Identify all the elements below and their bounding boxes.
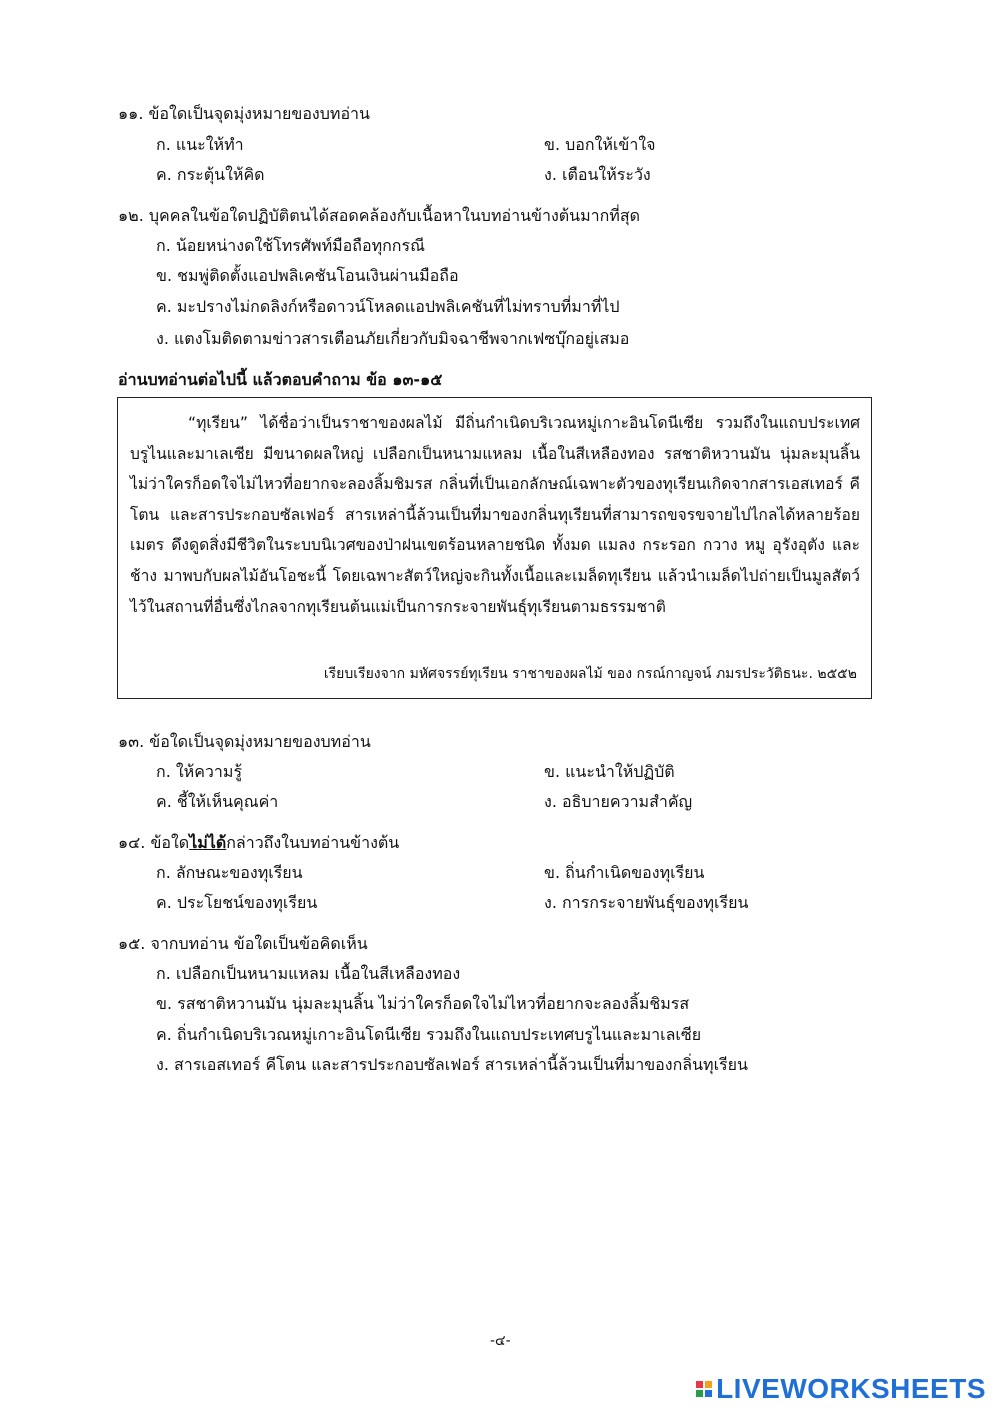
q14-option-b: ข. ถิ่นกำเนิดของทุเรียน	[544, 863, 705, 882]
q14-option-c: ค. ประโยชน์ของทุเรียน	[156, 893, 318, 912]
passage-box	[117, 397, 872, 699]
passage-text: “ทุเรียน” ได้ชื่อว่าเป็นราชาของผลไม้ มีถิ่นกำเนิดบริเวณหมู่เกาะอินโดนีเซีย รวมถึงในแถบประเทศบรูไนและมาเลเซีย มีขนาดผลใหญ่ เปลือกเป็นหนามแหลม เนื้อในสีเหลืองทอง รสชาติหวานมัน นุ่มละมุนลิ้น ไม่ว่าใครก็อดใจไม่ไหวที่อยากจะลองลิ้มชิมรส กลิ่นที่เป็นเอกลักษณ์เฉพาะตัวของทุเรียนเกิดจากสารเอสเทอร์ คีโตน และสารประกอบซัลเฟอร์ สารเหล่านี้ล้วนเป็นที่มาของกลิ่นทุเรียนที่สามารถขจรขจายไปไกลได้หลายร้อยเมตร ดึงดูดสิ่งมีชีวิตในระบบนิเวศของป่าฝนเขตร้อนหลายชนิด ทั้งมด แมลง กระรอก กวาง หมู อุรังอุตัง และช้าง มาพบกับผลไม้อันโอชะนี้ โดยเฉพาะสัตว์ใหญ่จะกินทั้งเนื้อและเมล็ดทุเรียน แล้วนำเมล็ดไปถ่ายเป็นมูลสัตว์ไว้ในสถานที่อื่นซึ่งไกลจากทุเรียนต้นแม่เป็นการกระจายพันธุ์ทุเรียนตามธรรมชาติ	[130, 414, 860, 616]
q12-option-a: ก. น้อยหน่างดใช้โทรศัพท์มือถือทุกกรณี	[156, 236, 425, 255]
q13-title: ๑๓. ข้อใดเป็นจุดมุ่งหมายของบทอ่าน	[118, 732, 371, 751]
q15-option-a: ก. เปลือกเป็นหนามแหลม เนื้อในสีเหลืองทอง	[156, 964, 461, 983]
q11-option-d: ง. เตือนให้ระวัง	[544, 165, 651, 184]
q11-option-a: ก. แนะให้ทำ	[156, 135, 244, 154]
q14-title-suffix: กล่าวถึงในบทอ่านข้างต้น	[226, 833, 400, 852]
q11-option-c: ค. กระตุ้นให้คิด	[156, 165, 265, 184]
q11-title: ๑๑. ข้อใดเป็นจุดมุ่งหมายของบทอ่าน	[118, 104, 370, 123]
q14-option-d: ง. การกระจายพันธุ์ของทุเรียน	[544, 893, 749, 912]
q13-option-d: ง. อธิบายความสำคัญ	[544, 792, 693, 811]
q13-option-c: ค. ชี้ให้เห็นคุณค่า	[156, 792, 279, 811]
q15-title: ๑๕. จากบทอ่าน ข้อใดเป็นข้อคิดเห็น	[118, 934, 368, 953]
q14-title-emphasis: ไม่ได้	[189, 833, 227, 852]
logo-square-green	[696, 1390, 703, 1397]
q15-option-c: ค. ถิ่นกำเนิดบริเวณหมู่เกาะอินโดนีเซีย รวมถึงในแถบประเทศบรูไนและมาเลเซีย	[156, 1025, 702, 1044]
liveworksheets-logo	[696, 1373, 986, 1405]
q15-option-d: ง. สารเอสเทอร์ คีโตน และสารประกอบซัลเฟอร์ สารเหล่านี้ล้วนเป็นที่มาของกลิ่นทุเรียน	[156, 1055, 748, 1074]
page-number: -๔-	[490, 1333, 511, 1349]
q13-option-b: ข. แนะนำให้ปฏิบัติ	[544, 762, 675, 781]
liveworksheets-grid-icon	[696, 1381, 712, 1397]
q15-option-b: ข. รสชาติหวานมัน นุ่มละมุนลิ้น ไม่ว่าใครก็อดใจไม่ไหวที่อยากจะลองลิ้มชิมรส	[156, 994, 690, 1013]
q13-option-a: ก. ให้ความรู้	[156, 762, 243, 781]
logo-square-red	[696, 1381, 703, 1388]
q12-option-c: ค. มะปรางไม่กดลิงก์หรือดาวน์โหลดแอปพลิเคชันที่ไม่ทราบที่มาที่ไป	[156, 297, 620, 316]
q14-option-a: ก. ลักษณะของทุเรียน	[156, 863, 303, 882]
q12-title: ๑๒. บุคคลในข้อใดปฏิบัติตนได้สอดคล้องกับเนื้อหาในบทอ่านข้างต้นมากที่สุด	[118, 206, 641, 225]
logo-square-orange	[705, 1381, 712, 1388]
q11-option-b: ข. บอกให้เข้าใจ	[544, 135, 656, 154]
q14-title	[118, 831, 399, 856]
liveworksheets-wordmark: LIVEWORKSHEETS	[716, 1373, 986, 1404]
passage-body	[130, 408, 860, 622]
passage-source: เรียบเรียงจาก มหัศจรรย์ทุเรียน ราชาของผลไม้ ของ กรณ์กาญจน์ ภมรประวัติธนะ. ๒๕๕๒	[323, 666, 857, 682]
q14-title-prefix: ๑๔. ข้อใด	[118, 833, 190, 852]
reading-instruction: อ่านบทอ่านต่อไปนี้ แล้วตอบคำถาม ข้อ ๑๓-๑๕	[118, 370, 443, 389]
logo-square-blue	[705, 1390, 712, 1397]
q12-option-b: ข. ชมพู่ติดตั้งแอปพลิเคชันโอนเงินผ่านมือถือ	[156, 266, 459, 285]
q12-option-d: ง. แตงโมติดตามข่าวสารเตือนภัยเกี่ยวกับมิจฉาชีพจากเฟซบุ๊กอยู่เสมอ	[156, 329, 630, 348]
